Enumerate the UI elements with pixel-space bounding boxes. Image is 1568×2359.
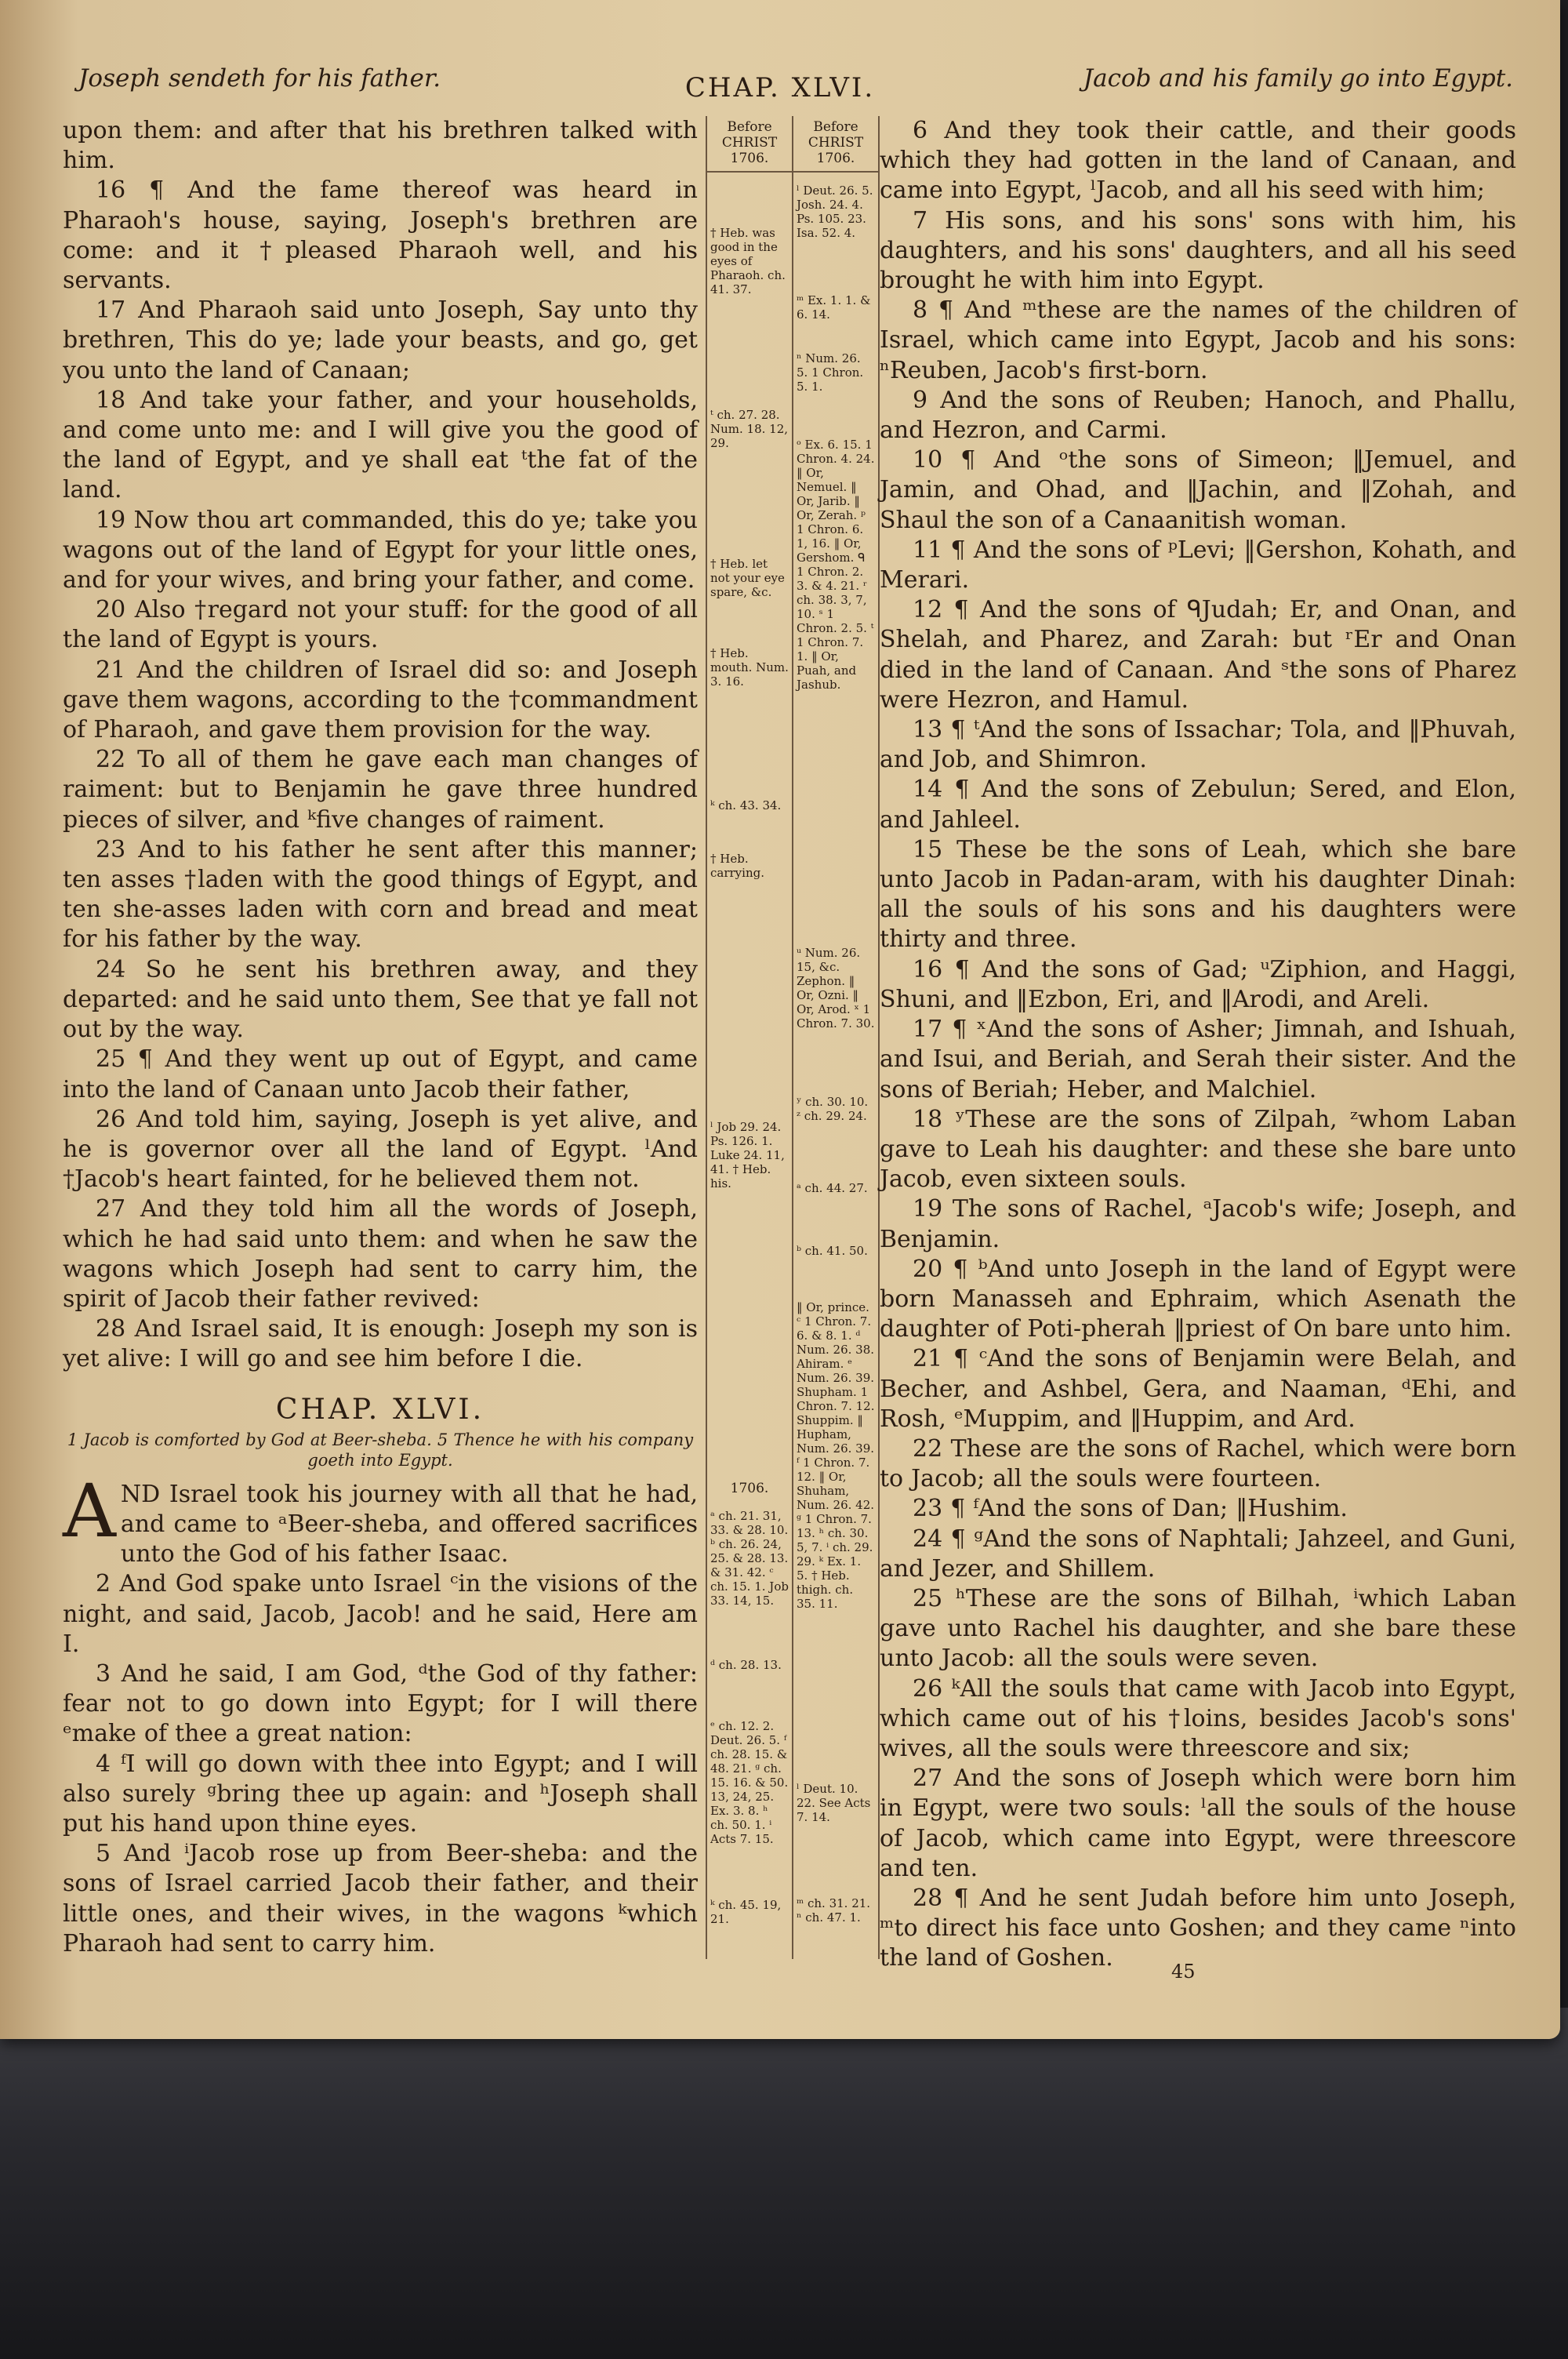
margin-note: † Heb. mouth. Num. 3. 16. — [710, 646, 789, 689]
first-verse-text: ND Israel took his journey with all that he had, and came to ᵃBeer-sheba, and offered sacrifices unto the God of his father Isaac. — [120, 1480, 698, 1568]
verse-text: 15 These be the sons of Leah, which she bare unto Jacob in Padan-aram, with his daughter Dinah: all the souls of his sons and his daughters were thirty and three. — [880, 835, 1516, 954]
margin-note: † Heb. was good in the eyes of Pharaoh. ch. 41. 37. — [710, 226, 786, 296]
verse-text: 8 ¶ And ᵐthese are the names of the children of Israel, which came into Egypt, Jacob and his sons: ⁿReuben, Jacob's first-born. — [880, 296, 1516, 384]
margin-note: ᵉ ch. 12. 2. Deut. 26. 5. ᶠ ch. 28. 15. & 48. 21. ᵍ ch. 15. 16. & 50. 13, 24, 25. Ex. 3. 8. ʰ ch. 50. 1. ⁱ Acts 7. 15. — [710, 1719, 789, 1846]
margin-header: Before CHRIST 1706. — [793, 116, 878, 173]
margin-note: ᵐ ch. 31. 21. ⁿ ch. 47. 1. — [797, 1896, 871, 1925]
verse-text: 26 And told him, saying, Joseph is yet alive, and he is governor over all the land of Egypt. ˡAnd †Jacob's heart fainted, for he believed them not. — [63, 1105, 698, 1194]
margin-note: ᵇ ch. 41. 50. — [797, 1244, 868, 1258]
verse-text: 24 So he sent his brethren away, and they departed: and he said unto them, See that ye fall not out by the way. — [63, 955, 698, 1044]
drop-cap: A — [63, 1468, 116, 1554]
verse-text: 19 Now thou art commanded, this do ye; take you wagons out of the land of Egypt for your little ones, and for your wives, and bring your father, and come. — [63, 506, 698, 594]
verse-text: 22 These are the sons of Rachel, which were born to Jacob; all the souls were fourteen. — [880, 1434, 1516, 1493]
margin-note: ˡ Job 29. 24. Ps. 126. 1. Luke 24. 11, 41. † Heb. his. — [710, 1120, 785, 1190]
verse-text: 25 ʰThese are the sons of Bilhah, ⁱwhich Laban gave unto Rachel his daughter, and she bare these unto Jacob: all the souls were seven. — [880, 1584, 1516, 1673]
verse-text: 18 And take your father, and your households, and come unto me: and I will give you the good of the land of Egypt, and ye shall eat ᵗthe fat of the land. — [63, 386, 698, 504]
verse-text: 12 ¶ And the sons of ᑫJudah; Er, and Onan, and Shelah, and Pharez, and Zarah: but ʳEr and Onan died in the land of Canaan. And ˢthe sons of Pharez were Hezron, and Hamul. — [880, 596, 1516, 714]
margin-year: 1706. — [730, 1481, 769, 1496]
margin-note: ˡ Deut. 10. 22. See Acts 7. 14. — [797, 1782, 871, 1824]
margin-note: ᵗ ch. 27. 28. Num. 18. 12, 29. — [710, 408, 789, 450]
margin-note: ᵘ Num. 26. 15, &c. Zephon. ‖ Or, Ozni. ‖ Or, Arod. ˣ 1 Chron. 7. 30. — [797, 946, 875, 1030]
margin-note: ᵒ Ex. 6. 15. 1 Chron. 4. 24. ‖ Or, Nemuel. ‖ Or, Jarib. ‖ Or, Zerah. ᵖ 1 Chron. 6. 1, 16. ‖ Or, Gershom. ᑫ 1 Chron. 2. 3. & 4. 21. ʳ ch. 38. 3, 7, 10. ˢ 1 Chron. 2. 5. ᵗ 1 Chron. 7. 1. ‖ Or, Puah, and Jashub. — [797, 438, 875, 692]
margin-note: ᵃ ch. 21. 31, 33. & 28. 10. ᵇ ch. 26. 24, 25. & 28. 13. & 31. 42. ᶜ ch. 15. 1. Job 33. 14, 15. — [710, 1509, 789, 1608]
margin-note: ʸ ch. 30. 10. ᶻ ch. 29. 24. — [797, 1095, 869, 1123]
verse-text: 17 ¶ ˣAnd the sons of Asher; Jimnah, and Ishuah, and Isui, and Beriah, and Serah their sister. And the sons of Beriah; Heber, and Malchiel. — [880, 1016, 1516, 1103]
verse-text: 27 And the sons of Joseph which were born him in Egypt, were two souls: ˡall the souls of the house of Jacob, which came into Egypt, were threescore and ten. — [880, 1765, 1516, 1882]
verse-text: 13 ¶ ᵗAnd the sons of Issachar; Tola, and ‖Phuvah, and Job, and Shimron. — [880, 716, 1516, 774]
margin-note: ‖ Or, prince. ᶜ 1 Chron. 7. 6. & 8. 1. ᵈ Num. 26. 38. Ahiram. ᵉ Num. 26. 39. Shupham. 1 Chron. 7. 12. Shuppim. ‖ Hupham, Num. 26. 39. ᶠ 1 Chron. 7. 12. ‖ Or, Shuham, Num. 26. 42. ᵍ 1 Chron. 7. 13. ʰ ch. 30. 5, 7. ⁱ ch. 29. 29. ᵏ Ex. 1. 5. † Heb. thigh. ch. 35. 11. — [797, 1300, 875, 1611]
right-text-column — [880, 116, 1516, 1974]
left-text-column — [63, 116, 698, 1959]
verse-text: 6 And they took their cattle, and their goods which they had gotten in the land of Canaan, and came into Egypt, ˡJacob, and all his seed with him; — [880, 117, 1516, 205]
running-head-left: Joseph sendeth for his father. — [78, 64, 441, 93]
running-head-center: CHAP. XLVI. — [684, 72, 876, 104]
margin-note: ˡ Deut. 26. 5. Josh. 24. 4. Ps. 105. 23. Isa. 52. 4. — [797, 184, 873, 240]
verse-text: 21 And the children of Israel did so: and Joseph gave them wagons, according to the †commandment of Pharaoh, and gave them provision for the way. — [63, 656, 698, 744]
verse-text: 16 ¶ And the sons of Gad; ᵘZiphion, and Haggi, Shuni, and ‖Ezbon, Eri, and ‖Arodi, and Areli. — [880, 955, 1516, 1013]
chapter-summary: 1 Jacob is comforted by God at Beer-sheba. 5 Thence he with his company goeth into Egypt. — [67, 1430, 694, 1470]
margin-note: † Heb. let not your eye spare, &c. — [710, 557, 785, 599]
margin-note: † Heb. carrying. — [710, 852, 764, 880]
margin-note: ᵃ ch. 44. 27. — [797, 1181, 868, 1195]
right-margin-references — [792, 116, 880, 1959]
verse-text: 16 ¶ And the fame thereof was heard in Pharaoh's house, saying, Joseph's brethren are come: and it †pleased Pharaoh well, and his servants. — [63, 176, 698, 295]
verse-text: 22 To all of them he gave each man changes of raiment: but to Benjamin he gave three hundred pieces of silver, and ᵏfive changes of raiment. — [63, 746, 698, 834]
running-head-right: Jacob and his family go into Egypt. — [1083, 64, 1513, 93]
verse-text: 7 His sons, and his sons' sons with him, his daughters, and his sons' daughters, and all his seed brought he with him into Egypt. — [880, 206, 1516, 295]
verse-text: 9 And the sons of Reuben; Hanoch, and Phallu, and Hezron, and Carmi. — [880, 386, 1516, 445]
verse-text: 18 ʸThese are the sons of Zilpah, ᶻwhom Laban gave to Leah his daughter: and these she bare unto Jacob, even sixteen souls. — [880, 1105, 1516, 1194]
verse-text: 21 ¶ ᶜAnd the sons of Benjamin were Belah, and Becher, and Ashbel, Gera, and Naaman, ᵈEhi, and Rosh, ᵉMuppim, and ‖Huppim, and Ard. — [880, 1345, 1516, 1433]
first-verse — [63, 1468, 698, 1570]
margin-header: Before CHRIST 1706. — [707, 116, 792, 173]
page-number: 45 — [1171, 1961, 1196, 1983]
left-margin-references — [706, 116, 793, 1959]
verse-text: 19 The sons of Rachel, ᵃJacob's wife; Joseph, and Benjamin. — [880, 1195, 1516, 1253]
margin-note: ᵏ ch. 43. 34. — [710, 798, 782, 812]
dark-background — [0, 2008, 1568, 2359]
verse-text: 23 ¶ ᶠAnd the sons of Dan; ‖Hushim. — [913, 1495, 1348, 1523]
verse-text: 17 And Pharaoh said unto Joseph, Say unto thy brethren, This do ye; lade your beasts, and go, get you unto the land of Canaan; — [63, 296, 698, 384]
verse-text: 27 And they told him all the words of Joseph, which he had said unto them: and when he saw the wagons which Joseph had sent to carry him, the spirit of Jacob their father revived: — [63, 1195, 698, 1313]
verse-text: 3 And he said, I am God, ᵈthe God of thy father: fear not to go down into Egypt; for I will there ᵉmake of thee a great nation: — [63, 1659, 698, 1748]
verse-text: 24 ¶ ᵍAnd the sons of Naphtali; Jahzeel, and Guni, and Jezer, and Shillem. — [880, 1525, 1516, 1583]
verse-text: 26 ᵏAll the souls that came with Jacob into Egypt, which came out of his †loins, besides Jacob's sons' wives, all the souls were threescore and six; — [880, 1674, 1516, 1762]
verse-text: 4 ᶠI will go down with thee into Egypt; and I will also surely ᵍbring thee up again: and ʰJoseph shall put his hand upon thine eyes. — [63, 1750, 698, 1837]
verse-text: 2 And God spake unto Israel ᶜin the visions of the night, and said, Jacob, Jacob! and he said, Here am I. — [63, 1570, 698, 1658]
margin-note: ᵐ Ex. 1. 1. & 6. 14. — [797, 293, 871, 322]
verse-text: upon them: and after that his brethren talked with him. — [63, 117, 698, 175]
margin-note: ⁿ Num. 26. 5. 1 Chron. 5. 1. — [797, 351, 864, 394]
chapter-heading: CHAP. XLVI. — [275, 1393, 485, 1426]
verse-text: 10 ¶ And ᵒthe sons of Simeon; ‖Jemuel, and Jamin, and Ohad, and ‖Jachin, and ‖Zohah, and Shaul the son of a Canaanitish woman. — [880, 446, 1516, 534]
verse-text: 5 And ⁱJacob rose up from Beer-sheba: and the sons of Israel carried Jacob their father, and their little ones, and their wives, in the wagons ᵏwhich Pharaoh had sent to carry him. — [63, 1840, 698, 1957]
verse-text: 25 ¶ And they went up out of Egypt, and came into the land of Canaan unto Jacob their father, — [63, 1045, 698, 1103]
margin-note: ᵏ ch. 45. 19, 21. — [710, 1898, 782, 1926]
verse-text: 14 ¶ And the sons of Zebulun; Sered, and Elon, and Jahleel. — [880, 776, 1516, 834]
verse-text: 11 ¶ And the sons of ᵖLevi; ‖Gershon, Kohath, and Merari. — [880, 536, 1516, 594]
verse-text: 23 And to his father he sent after this manner; ten asses †laden with the good things of Egypt, and ten she-asses laden with corn and bread and meat for his father by the way. — [63, 835, 698, 954]
margin-note: ᵈ ch. 28. 13. — [710, 1658, 782, 1672]
verse-text: 20 Also †regard not your stuff: for the good of all the land of Egypt is yours. — [63, 596, 698, 654]
verse-text: 28 And Israel said, It is enough: Joseph my son is yet alive: I will go and see him before I die. — [63, 1315, 698, 1373]
verse-text: 20 ¶ ᵇAnd unto Joseph in the land of Egypt were born Manasseh and Ephraim, which Asenath the daughter of Poti-pherah ‖priest of On bare unto him. — [880, 1255, 1516, 1343]
verse-text: 28 ¶ And he sent Judah before him unto Joseph, ᵐto direct his face unto Goshen; and they came ⁿinto the land of Goshen. — [880, 1884, 1516, 1972]
